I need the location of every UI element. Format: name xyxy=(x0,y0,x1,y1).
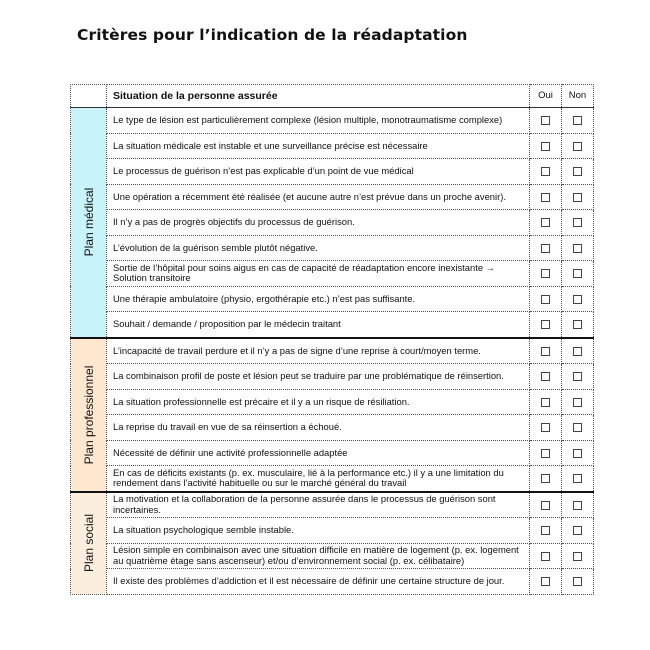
checkbox-cell-no xyxy=(562,364,594,390)
table-row xyxy=(71,440,594,466)
section-professional-label-cell xyxy=(71,338,107,492)
table-row xyxy=(71,569,594,595)
checkbox-yes[interactable] xyxy=(541,526,550,535)
checkbox-no[interactable] xyxy=(573,501,582,510)
checkbox-no[interactable] xyxy=(573,167,582,176)
checkbox-yes[interactable] xyxy=(541,142,550,151)
section-medical-label: Plan médical xyxy=(81,187,96,257)
table-row xyxy=(71,492,594,518)
checkbox-yes[interactable] xyxy=(541,167,550,176)
criterion-text: En cas de déficits existants (p. ex. musculaire, lié à la performance etc.) il y a une limitation du rendement dans l’activité habituelle ou sur le marché général du travail xyxy=(107,466,530,492)
checkbox-no[interactable] xyxy=(573,116,582,125)
checkbox-cell-yes xyxy=(530,261,562,287)
table-row xyxy=(71,338,594,364)
checkbox-cell-no xyxy=(562,108,594,134)
table-header-row xyxy=(71,85,594,108)
checkbox-no[interactable] xyxy=(573,269,582,278)
checkbox-yes[interactable] xyxy=(541,449,550,458)
checkbox-no[interactable] xyxy=(573,474,582,483)
checkbox-no[interactable] xyxy=(573,449,582,458)
header-criterion: Situation de la personne assurée xyxy=(107,85,530,108)
checkbox-cell-yes xyxy=(530,235,562,261)
checkbox-cell-no xyxy=(562,261,594,287)
table-row xyxy=(71,261,594,287)
checkbox-yes[interactable] xyxy=(541,347,550,356)
checkbox-cell-no xyxy=(562,133,594,159)
section-medical-label-cell xyxy=(71,108,107,338)
section-social-label-cell xyxy=(71,492,107,595)
checkbox-no[interactable] xyxy=(573,423,582,432)
checkbox-yes[interactable] xyxy=(541,552,550,561)
checkbox-cell-no xyxy=(562,159,594,185)
checkbox-cell-no xyxy=(562,569,594,595)
table-row xyxy=(71,235,594,261)
checkbox-no[interactable] xyxy=(573,552,582,561)
checkbox-cell-yes xyxy=(530,108,562,134)
checkbox-cell-no xyxy=(562,415,594,441)
table-row xyxy=(71,159,594,185)
header-no: Non xyxy=(562,85,594,108)
checkbox-cell-yes xyxy=(530,338,562,364)
table-row xyxy=(71,543,594,569)
criterion-text: La combinaison profil de poste et lésion peut se traduire par une problématique de réinsertion. xyxy=(107,364,530,390)
criterion-text: La reprise du travail en vue de sa réinsertion a échoué. xyxy=(107,415,530,441)
checkbox-no[interactable] xyxy=(573,244,582,253)
checkbox-no[interactable] xyxy=(573,526,582,535)
checkbox-cell-yes xyxy=(530,389,562,415)
criterion-text: Il existe des problèmes d’addiction et il est nécessaire de définir une certaine structure de jour. xyxy=(107,569,530,595)
checkbox-cell-no xyxy=(562,389,594,415)
criterion-text: Nécessité de définir une activité professionnelle adaptée xyxy=(107,440,530,466)
checkbox-no[interactable] xyxy=(573,142,582,151)
checkbox-no[interactable] xyxy=(573,577,582,586)
checkbox-cell-yes xyxy=(530,543,562,569)
table-row xyxy=(71,286,594,312)
checkbox-cell-no xyxy=(562,286,594,312)
table-row xyxy=(71,364,594,390)
checkbox-yes[interactable] xyxy=(541,269,550,278)
criterion-text: L’évolution de la guérison semble plutôt négative. xyxy=(107,235,530,261)
checkbox-cell-yes xyxy=(530,312,562,338)
checkbox-cell-yes xyxy=(530,184,562,210)
checkbox-yes[interactable] xyxy=(541,116,550,125)
checkbox-no[interactable] xyxy=(573,295,582,304)
checkbox-no[interactable] xyxy=(573,347,582,356)
checkbox-cell-yes xyxy=(530,569,562,595)
checkbox-yes[interactable] xyxy=(541,372,550,381)
checkbox-yes[interactable] xyxy=(541,577,550,586)
table-row xyxy=(71,184,594,210)
checkbox-cell-yes xyxy=(530,210,562,236)
checkbox-yes[interactable] xyxy=(541,474,550,483)
criterion-text: Lésion simple en combinaison avec une situation difficile en matière de logement (p. ex. logement au quatrième étage sans ascenseur) et/ou d’environnement social (p. ex. célibataire) xyxy=(107,543,530,569)
criteria-table xyxy=(70,84,593,595)
checkbox-yes[interactable] xyxy=(541,295,550,304)
checkbox-yes[interactable] xyxy=(541,398,550,407)
checkbox-no[interactable] xyxy=(573,320,582,329)
checkbox-cell-yes xyxy=(530,440,562,466)
criterion-text: La situation médicale est instable et une surveillance précise est nécessaire xyxy=(107,133,530,159)
checkbox-cell-no xyxy=(562,518,594,544)
header-yes: Oui xyxy=(530,85,562,108)
criterion-text: Une thérapie ambulatoire (physio, ergothérapie etc.) n’est pas suffisante. xyxy=(107,286,530,312)
checkbox-cell-yes xyxy=(530,466,562,492)
checkbox-cell-yes xyxy=(530,286,562,312)
section-social-label: Plan social xyxy=(81,513,96,573)
checkbox-cell-yes xyxy=(530,364,562,390)
checkbox-cell-yes xyxy=(530,518,562,544)
checkbox-no[interactable] xyxy=(573,218,582,227)
criterion-text: La situation psychologique semble instable. xyxy=(107,518,530,544)
page-title: Critères pour l’indication de la réadaptation xyxy=(77,26,468,44)
table-row xyxy=(71,312,594,338)
checkbox-no[interactable] xyxy=(573,193,582,202)
criterion-text: Le processus de guérison n’est pas explicable d’un point de vue médical xyxy=(107,159,530,185)
checkbox-cell-no xyxy=(562,492,594,518)
checkbox-yes[interactable] xyxy=(541,193,550,202)
criterion-text: Souhait / demande / proposition par le médecin traitant xyxy=(107,312,530,338)
criterion-text: L’incapacité de travail perdure et il n’y a pas de signe d’une reprise à court/moyen terme. xyxy=(107,338,530,364)
criterion-text: Une opération a récemment été réalisée (et aucune autre n’est prévue dans un proche avenir). xyxy=(107,184,530,210)
checkbox-cell-no xyxy=(562,184,594,210)
criterion-text: Il n’y a pas de progrès objectifs du processus de guérison. xyxy=(107,210,530,236)
criterion-text: La motivation et la collaboration de la personne assurée dans le processus de guérison sont incertaines. xyxy=(107,492,530,518)
checkbox-cell-no xyxy=(562,312,594,338)
criterion-text: Sortie de l’hôpital pour soins aigus en cas de capacité de réadaptation encore inexistante → Solution transitoire xyxy=(107,261,530,287)
checkbox-no[interactable] xyxy=(573,398,582,407)
checkbox-yes[interactable] xyxy=(541,244,550,253)
checkbox-cell-yes xyxy=(530,415,562,441)
criterion-text: Le type de lésion est particulièrement complexe (lésion multiple, monotraumatisme complexe) xyxy=(107,108,530,134)
section-professional-label: Plan professionnel xyxy=(81,365,96,464)
table-row xyxy=(71,466,594,492)
checkbox-yes[interactable] xyxy=(541,501,550,510)
checkbox-cell-yes xyxy=(530,159,562,185)
checkbox-yes[interactable] xyxy=(541,423,550,432)
checkbox-yes[interactable] xyxy=(541,218,550,227)
checkbox-cell-no xyxy=(562,338,594,364)
checkbox-no[interactable] xyxy=(573,372,582,381)
table-row xyxy=(71,133,594,159)
checkbox-cell-no xyxy=(562,235,594,261)
checkbox-yes[interactable] xyxy=(541,320,550,329)
checkbox-cell-no xyxy=(562,440,594,466)
checkbox-cell-no xyxy=(562,210,594,236)
checkbox-cell-no xyxy=(562,466,594,492)
table-row xyxy=(71,518,594,544)
table-row xyxy=(71,389,594,415)
checkbox-cell-yes xyxy=(530,133,562,159)
header-blank-cell xyxy=(71,85,107,108)
table-row xyxy=(71,415,594,441)
checkbox-cell-yes xyxy=(530,492,562,518)
table-row xyxy=(71,108,594,134)
table-row xyxy=(71,210,594,236)
checkbox-cell-no xyxy=(562,543,594,569)
criterion-text: La situation professionnelle est précaire et il y a un risque de résiliation. xyxy=(107,389,530,415)
